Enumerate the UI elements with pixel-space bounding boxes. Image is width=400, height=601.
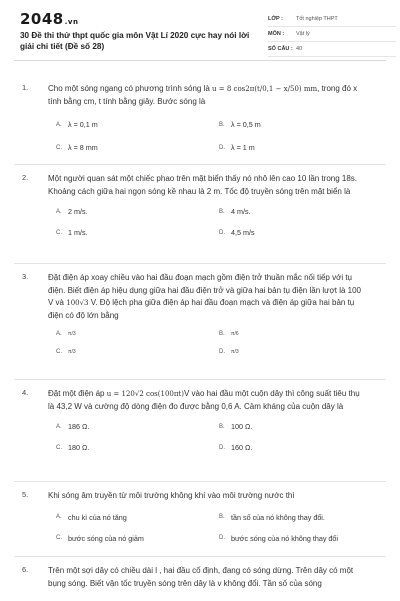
option-label: C. xyxy=(56,144,62,151)
option-text: 160 Ω. xyxy=(231,443,253,453)
document-title: 30 Đề thi thử thpt quốc gia môn Vật Lí 2020 cực hay nói lời giải chi tiết (Đề số 28) xyxy=(20,31,250,51)
question-text: Khi sóng âm truyền từ môi trường không khí vào môi trường nước thì xyxy=(48,491,295,500)
option-text: λ = 8 mm xyxy=(68,143,98,153)
option-a[interactable] xyxy=(56,120,209,129)
option-c[interactable] xyxy=(56,349,209,355)
option-d[interactable] xyxy=(219,443,372,452)
option-label: A. xyxy=(56,121,62,128)
option-label: C. xyxy=(56,229,62,236)
option-text: 186 Ω. xyxy=(68,422,90,432)
options-grid xyxy=(56,120,372,152)
question-number: 4. xyxy=(22,388,29,397)
logo-suffix: .vn xyxy=(64,18,79,26)
option-label: C. xyxy=(56,349,62,356)
meta-key: LỚP : xyxy=(268,16,283,22)
question-number: 6. xyxy=(22,565,29,574)
option-label: C. xyxy=(56,535,62,542)
equation: 100√3 xyxy=(66,299,89,308)
question-text xyxy=(48,83,366,108)
option-c[interactable] xyxy=(56,143,209,152)
question-text-part: Đặt điện áp xoay chiều vào hai đầu đoạn mạch gồm điện trở thuần mắc nối tiếp với tụ điện. Biết điện áp hiệu dụng giữa hai đầu điện trở và giữa hai bản tụ điện lần lượt là 100 V và xyxy=(48,273,361,308)
question-number: 2. xyxy=(22,173,29,182)
options-grid xyxy=(56,422,372,452)
option-text: 2 m/s. xyxy=(68,207,88,217)
question-2 xyxy=(14,165,386,264)
question-text-part: V vào hai đầu một cuộn dây thì công suất tiêu thụ là 43,2 W và cường độ dòng điện đo được bằng 0,6 A. Cảm kháng của cuộn dây là xyxy=(48,389,360,411)
option-text: 4 m/s. xyxy=(231,207,251,217)
option-label: D. xyxy=(219,349,225,356)
option-b[interactable] xyxy=(219,422,372,431)
logo-text: 2048 xyxy=(20,10,64,28)
meta-table xyxy=(268,12,396,57)
question-6 xyxy=(14,557,386,601)
option-label: D. xyxy=(219,229,225,236)
option-b[interactable] xyxy=(219,207,372,216)
option-d[interactable] xyxy=(219,534,372,543)
option-c[interactable] xyxy=(56,534,209,543)
option-d[interactable] xyxy=(219,349,372,355)
option-a[interactable] xyxy=(56,207,209,216)
option-text: bước sóng của nó không thay đổi xyxy=(231,533,339,543)
question-text: Trên một sợi dây có chiều dài l , hai đầu cố định, đang có sóng dừng. Trên dây có một bụng sóng. Biết vận tốc truyền sóng trên dây là v không đổi. Tần số của sóng xyxy=(48,566,354,588)
option-c[interactable] xyxy=(56,443,209,452)
equation: u = 8 cos2π(t/0,1 − x/50) mm xyxy=(212,85,318,93)
option-text: tần số của nó không thay đổi. xyxy=(231,512,325,522)
option-label: D. xyxy=(219,144,225,151)
site-logo[interactable] xyxy=(20,10,78,28)
option-label: B. xyxy=(219,423,225,430)
option-label: A. xyxy=(56,423,62,430)
question-text-part: Cho một sóng ngang có phương trình sóng là xyxy=(48,84,213,93)
question-text xyxy=(48,272,366,322)
question-number: 1. xyxy=(22,83,29,92)
option-text: 100 Ω. xyxy=(231,422,253,432)
option-text: π/3 xyxy=(68,331,76,338)
options-grid xyxy=(56,513,372,543)
option-b[interactable] xyxy=(219,331,372,337)
question-text: Một người quan sát một chiếc phao trên mặt biển thấy nó nhô lên cao 10 lần trong 18s. Khoảng cách giữa hai ngọn sóng kề nhau là 2 m. Tốc độ truyền sóng trên mặt biển là xyxy=(48,174,358,196)
options-grid xyxy=(56,331,372,355)
option-label: A. xyxy=(56,331,62,338)
equation: u = 120√2 cos(100πt) xyxy=(106,390,184,398)
meta-key: SỐ CÂU : xyxy=(268,46,293,52)
question-3 xyxy=(14,264,386,380)
option-b[interactable] xyxy=(219,513,372,522)
option-text: π/6 xyxy=(231,331,239,338)
option-label: C. xyxy=(56,444,62,451)
option-label: B. xyxy=(219,121,225,128)
question-text-part: , trong đó x tính bằng cm, t tính bằng giây. Bước sóng là xyxy=(48,84,358,106)
option-text: chu kì của nó tăng xyxy=(68,512,127,522)
option-label: B. xyxy=(219,331,225,338)
option-text: 1 m/s. xyxy=(68,228,88,238)
question-5 xyxy=(14,482,386,557)
question-text-part: V. Độ lệch pha giữa điện áp hai đầu đoạn mạch và điện áp giữa hai bản tụ điện có độ lớn bằng xyxy=(48,298,355,320)
meta-value: 40 xyxy=(296,46,303,52)
option-text: bước sóng của nó giảm xyxy=(68,533,144,543)
option-d[interactable] xyxy=(219,143,372,152)
meta-row-count xyxy=(268,42,396,57)
option-text: π/3 xyxy=(68,349,76,356)
option-b[interactable] xyxy=(219,120,372,129)
meta-value: Tốt nghiệp THPT xyxy=(296,16,338,22)
option-label: A. xyxy=(56,514,62,521)
question-number: 5. xyxy=(22,490,29,499)
option-text: λ = 0,1 m xyxy=(68,120,98,130)
option-d[interactable] xyxy=(219,228,372,237)
option-label: D. xyxy=(219,535,225,542)
option-text: 4,5 m/s xyxy=(231,228,255,238)
option-text: π/3 xyxy=(231,349,239,356)
option-label: D. xyxy=(219,444,225,451)
option-label: B. xyxy=(219,208,225,215)
option-text: λ = 0,5 m xyxy=(231,120,261,130)
question-4 xyxy=(14,380,386,482)
question-1 xyxy=(14,61,386,165)
option-text: λ = 1 m xyxy=(231,143,255,153)
option-text: 180 Ω. xyxy=(68,443,90,453)
options-grid xyxy=(56,207,372,237)
meta-value: Vật lý xyxy=(296,31,310,37)
option-a[interactable] xyxy=(56,331,209,337)
meta-row-subject xyxy=(268,27,396,42)
question-number: 3. xyxy=(22,272,29,281)
option-label: B. xyxy=(219,514,225,521)
question-text-part: Đặt một điện áp xyxy=(48,389,107,398)
document-header xyxy=(14,0,386,61)
option-label: A. xyxy=(56,208,62,215)
meta-key: MÔN : xyxy=(268,31,285,37)
option-c[interactable] xyxy=(56,228,209,237)
option-a[interactable] xyxy=(56,422,209,431)
meta-row-class xyxy=(268,12,396,27)
option-a[interactable] xyxy=(56,513,209,522)
question-text xyxy=(48,388,366,413)
